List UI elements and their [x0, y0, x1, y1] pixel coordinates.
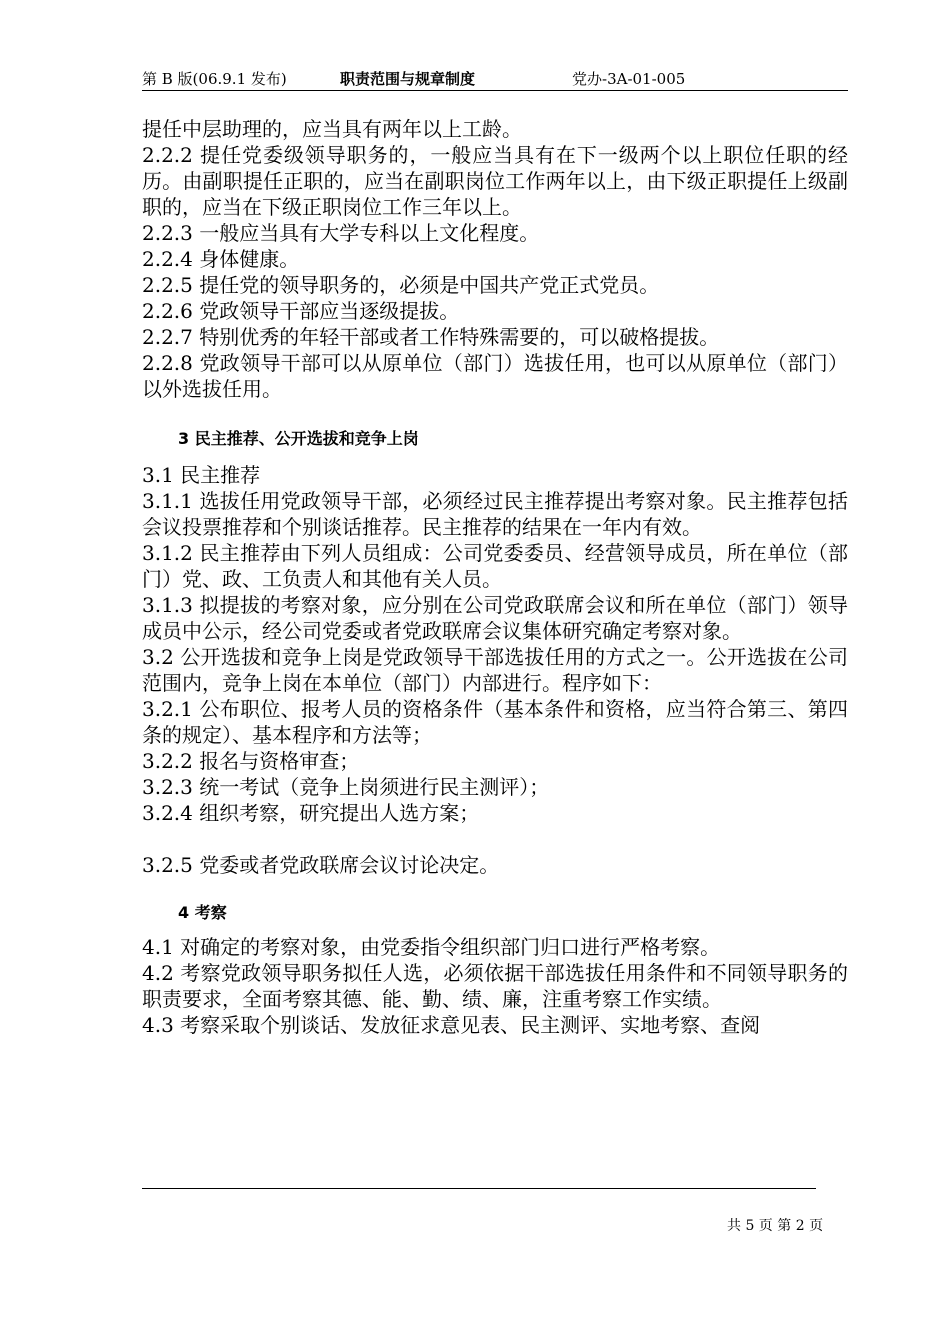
paragraph: 2.2.6 党政领导干部应当逐级提拔。 — [142, 299, 460, 323]
document-body — [142, 116, 848, 1038]
paragraph: 3.1.1 选拔任用党政领导干部，必须经过民主推荐提出考察对象。民主推荐包括会议投票推荐和个别谈话推荐。民主推荐的结果在一年内有效。 — [142, 489, 848, 539]
paragraph: 3.2.3 统一考试（竞争上岗须进行民主测评）； — [142, 775, 550, 799]
paragraph: 2.2.7 特别优秀的年轻干部或者工作特殊需要的，可以破格提拔。 — [142, 325, 720, 349]
paragraph: 3.2.1 公布职位、报考人员的资格条件（基本条件和资格，应当符合第三、第四条的规定）、基本程序和方法等； — [142, 697, 848, 747]
paragraph: 4.3 考察采取个别谈话、发放征求意见表、民主测评、实地考察、查阅 — [142, 1013, 761, 1037]
header-doc-number: 党办-3A-01-005 — [572, 70, 686, 88]
section-heading-4: 4 考察 — [178, 903, 227, 922]
paragraph: 2.2.5 提任党的领导职务的，必须是中国共产党正式党员。 — [142, 273, 660, 297]
paragraph: 4.1 对确定的考察对象，由党委指令组织部门归口进行严格考察。 — [142, 935, 721, 959]
section-heading-3: 3 民主推荐、公开选拔和竞争上岗 — [178, 429, 419, 448]
header-title: 职责范围与规章制度 — [340, 70, 476, 88]
paragraph: 2.2.3 一般应当具有大学专科以上文化程度。 — [142, 221, 540, 245]
paragraph: 2.2.4 身体健康。 — [142, 247, 300, 271]
paragraph: 4.2 考察党政领导职务拟任人选，必须依据干部选拔任用条件和不同领导职务的职责要求，全面考察其德、能、勤、绩、廉，注重考察工作实绩。 — [142, 961, 848, 1011]
paragraph: 3.2.2 报名与资格审查； — [142, 749, 360, 773]
footer-divider — [142, 1188, 816, 1189]
page-number: 共 5 页 第 2 页 — [727, 1218, 824, 1234]
header-version: 第 B 版(06.9.1 发布) — [142, 70, 287, 88]
paragraph: 提任中层助理的，应当具有两年以上工龄。 — [142, 117, 522, 141]
page-header — [142, 64, 848, 91]
paragraph: 3.2 公开选拔和竞争上岗是党政领导干部选拔任用的方式之一。公开选拔在公司范围内，竞争上岗在本单位（部门）内部进行。程序如下： — [142, 645, 848, 695]
paragraph: 2.2.8 党政领导干部可以从原单位（部门）选拔任用，也可以从原单位（部门）以外选拔任用。 — [142, 351, 848, 401]
paragraph: 3.2.4 组织考察，研究提出人选方案； — [142, 801, 480, 825]
paragraph: 3.2.5 党委或者党政联席会议讨论决定。 — [142, 853, 500, 877]
paragraph: 2.2.2 提任党委级领导职务的，一般应当具有在下一级两个以上职位任职的经历。由副职提任正职的，应当在副职岗位工作两年以上，由下级正职提任上级副职的，应当在下级正职岗位工作三年以上。 — [142, 143, 848, 219]
paragraph: 3.1 民主推荐 — [142, 463, 261, 487]
paragraph: 3.1.3 拟提拔的考察对象，应分别在公司党政联席会议和所在单位（部门）领导成员中公示，经公司党委或者党政联席会议集体研究确定考察对象。 — [142, 593, 848, 643]
paragraph: 3.1.2 民主推荐由下列人员组成：公司党委委员、经营领导成员，所在单位（部门）党、政、工负责人和其他有关人员。 — [142, 541, 848, 591]
